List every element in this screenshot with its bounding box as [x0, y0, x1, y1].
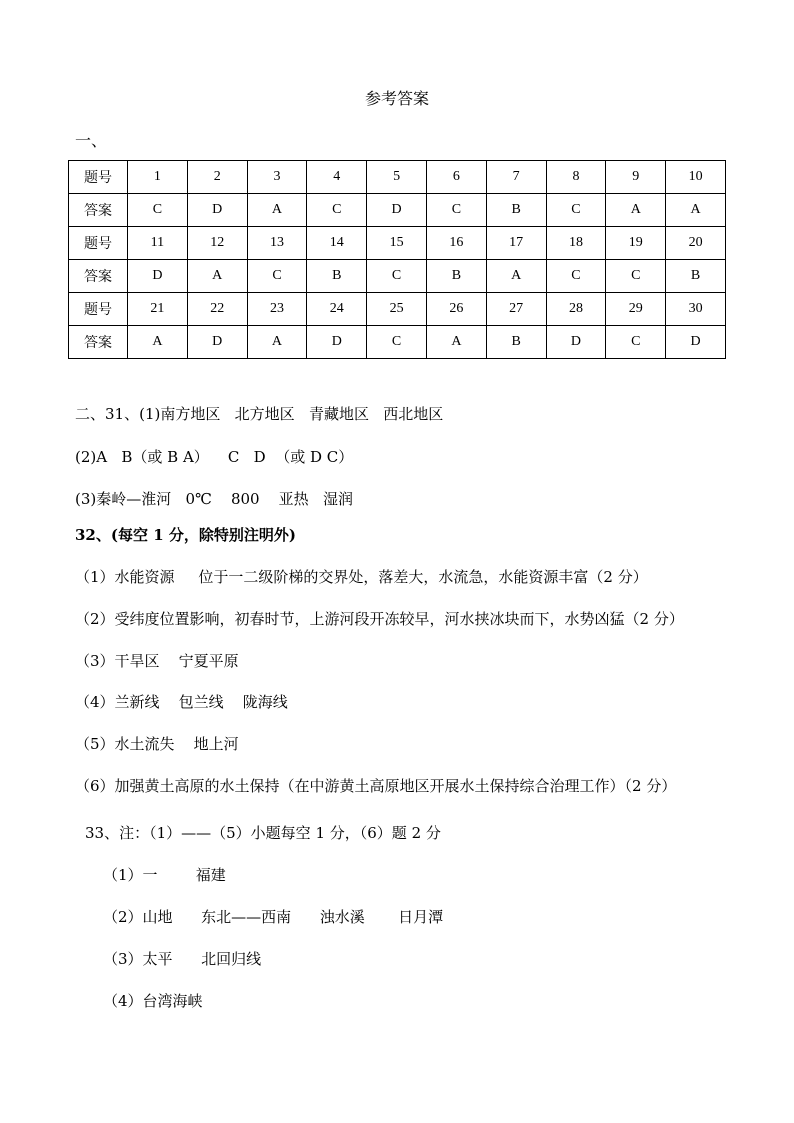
row-header: 答案: [69, 326, 128, 359]
q32-item: （1）水能资源 位于一二级阶梯的交界处，落差大，水流急，水能资源丰富（2 分）: [75, 568, 648, 586]
row-header: 题号: [69, 293, 128, 326]
answer-cell: B: [486, 326, 546, 359]
section-one-label: 一、: [75, 131, 108, 150]
question-number-cell: 3: [247, 161, 307, 194]
question-number-cell: 27: [486, 293, 546, 326]
q33-heading: 33、注：（1）——（5）小题每空 1 分，（6）题 2 分: [85, 824, 441, 842]
answer-row: [69, 260, 726, 293]
q31-part3: (3)秦岭—淮河 0℃ 800 亚热 湿润: [75, 490, 353, 508]
q31-part1: 二、31、(1)南方地区 北方地区 青藏地区 西北地区: [75, 405, 444, 423]
answer-row: [69, 194, 726, 227]
answer-cell: C: [128, 194, 188, 227]
q32-heading: 32、(每空 1 分，除特别注明外): [75, 526, 296, 544]
question-number-cell: 11: [128, 227, 188, 260]
question-number-cell: 17: [486, 227, 546, 260]
q31-part2: (2)A B（或 B A） C D （或 D C）: [75, 448, 354, 466]
question-number-cell: 18: [546, 227, 606, 260]
answer-cell: A: [486, 260, 546, 293]
question-number-row: [69, 161, 726, 194]
question-number-row: [69, 293, 726, 326]
answer-cell: D: [187, 194, 247, 227]
question-number-cell: 20: [666, 227, 726, 260]
row-header: 题号: [69, 161, 128, 194]
question-number-cell: 26: [426, 293, 486, 326]
answer-table-body: [69, 161, 726, 359]
q33-item: （1）一 福建: [103, 866, 226, 884]
q33-item: （4）台湾海峡: [103, 992, 203, 1010]
answer-cell: D: [187, 326, 247, 359]
question-number-cell: 9: [606, 161, 666, 194]
question-number-cell: 16: [426, 227, 486, 260]
question-number-cell: 23: [247, 293, 307, 326]
answer-cell: C: [606, 326, 666, 359]
answer-cell: C: [307, 194, 367, 227]
question-number-cell: 7: [486, 161, 546, 194]
question-number-row: [69, 227, 726, 260]
question-number-cell: 29: [606, 293, 666, 326]
answer-table: [68, 160, 726, 359]
question-number-cell: 10: [666, 161, 726, 194]
q33-item: （2）山地 东北——西南 浊水溪 日月潭: [103, 908, 444, 926]
question-number-cell: 4: [307, 161, 367, 194]
answer-cell: A: [128, 326, 188, 359]
question-number-cell: 15: [367, 227, 427, 260]
answer-cell: B: [426, 260, 486, 293]
answer-cell: A: [666, 194, 726, 227]
question-number-cell: 24: [307, 293, 367, 326]
question-number-cell: 21: [128, 293, 188, 326]
answer-cell: A: [247, 326, 307, 359]
answer-cell: A: [187, 260, 247, 293]
page-title: 参考答案: [364, 89, 429, 108]
question-number-cell: 8: [546, 161, 606, 194]
row-header: 答案: [69, 194, 128, 227]
q32-item: （4）兰新线 包兰线 陇海线: [75, 693, 288, 711]
question-number-cell: 30: [666, 293, 726, 326]
question-number-cell: 12: [187, 227, 247, 260]
question-number-cell: 13: [247, 227, 307, 260]
answer-cell: D: [128, 260, 188, 293]
answer-cell: D: [307, 326, 367, 359]
q33-item: （3）太平 北回归线: [103, 950, 262, 968]
answer-cell: C: [546, 260, 606, 293]
answer-cell: C: [247, 260, 307, 293]
answer-cell: C: [367, 260, 427, 293]
answer-cell: D: [666, 326, 726, 359]
answer-cell: B: [486, 194, 546, 227]
answer-cell: A: [247, 194, 307, 227]
question-number-cell: 14: [307, 227, 367, 260]
answer-cell: B: [666, 260, 726, 293]
answer-cell: A: [606, 194, 666, 227]
answer-row: [69, 326, 726, 359]
question-number-cell: 25: [367, 293, 427, 326]
answer-cell: C: [426, 194, 486, 227]
question-number-cell: 19: [606, 227, 666, 260]
q32-item: （6）加强黄土高原的水土保持（在中游黄土高原地区开展水土保持综合治理工作）（2 分）: [75, 777, 677, 795]
q32-item: （3）干旱区 宁夏平原: [75, 652, 239, 670]
answer-cell: D: [546, 326, 606, 359]
q32-item: （5）水土流失 地上河: [75, 735, 239, 753]
q32-item: （2）受纬度位置影响，初春时节，上游河段开冻较早，河水挟冰块而下，水势凶猛（2 分）: [75, 610, 684, 628]
question-number-cell: 2: [187, 161, 247, 194]
answer-cell: A: [426, 326, 486, 359]
row-header: 题号: [69, 227, 128, 260]
question-number-cell: 22: [187, 293, 247, 326]
answer-cell: C: [546, 194, 606, 227]
question-number-cell: 6: [426, 161, 486, 194]
answer-cell: B: [307, 260, 367, 293]
question-number-cell: 28: [546, 293, 606, 326]
question-number-cell: 1: [128, 161, 188, 194]
answer-cell: D: [367, 194, 427, 227]
row-header: 答案: [69, 260, 128, 293]
answer-cell: C: [367, 326, 427, 359]
answer-cell: C: [606, 260, 666, 293]
question-number-cell: 5: [367, 161, 427, 194]
